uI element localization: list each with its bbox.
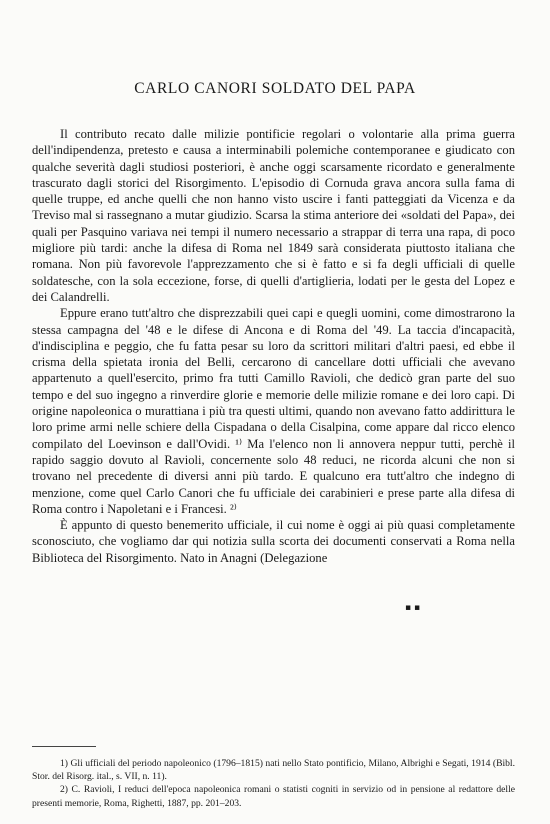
article-title: CARLO CANORI SOLDATO DEL PAPA xyxy=(134,80,416,97)
paragraph-1: Il contributo recato dalle milizie pontificie regolari o volontarie alla prima guerra dell'indipendenza, pretesto e causa a interminabili polemiche contemporanee e giudicato con qualche severità dagli studiosi posteriori, è anche oggi scarsamente ricordato e generalmente trascurato dagli storici del Risorgimento. L'episodio di Cornuda grava ancora sulla fama di quelle truppe, ed anche quelli che non hanno visto uscire i fanti patteggiati da Vicenza e da Treviso mal si rassegnano a mutar giudizio. Scarsa la stima anteriore dei «soldati del Papa», dei quali per Pasquino variava nei tempi il numero necessario a strappar di terra una rapa, di poco migliore più tardi: anche la difesa di Roma nel 1849 sarà considerata piuttosto italiana che romana. Non più favorevole l'apprezzamento che si è fatto e si fa degli ufficiali di quelle soldatesche, con la sola eccezione, forse, di quelli d'artiglieria, lodati per le gesta del Lopez e dei Calandrelli. xyxy=(32,127,515,304)
footnotes xyxy=(32,757,515,810)
footnote-1: 1) Gli ufficiali del periodo napoleonico (1796–1815) nati nello Stato pontificio, Milano, Albrighi e Segati, 1914 (Bibl. Stor. del Risorg. ital., s. VII, n. 11). xyxy=(32,758,515,783)
footnote-rule xyxy=(32,746,96,747)
print-mark: ▪ ▪ xyxy=(405,603,421,613)
article-body xyxy=(32,126,515,566)
paragraph-2: Eppure erano tutt'altro che disprezzabili quei capi e quegli uomini, come dimostrarono la stessa campagna del '48 e le difese di Ancona e di Roma del '49. La taccia d'incapacità, d'indisciplina e peggio, che fu fatta pesar su loro da scrittori militari d'altri paesi, ed ebbe il crisma della spietata ironia del Belli, cercarono di cancellare dotti ufficiali che avevano appartenuto a quell'esercito, primo fra tutti Camillo Ravioli, che dedicò gran parte del suo tempo e del suo ingegno a rinverdire glorie e memorie delle milizie romane e dei loro capi. Di origine napoleonica o murattiana i più tra questi ultimi, quando non avevano fatto addirittura le loro prime armi nelle schiere della Cispadana o della Cisalpina, come appare dal ricco elenco compilato del Loevinson e dall'Ovidi. ¹⁾ Ma l'elenco non li annovera neppur tutti, perchè il rapido saggio dovuto al Ravioli, concernente solo 48 reduci, ne ricorda alcuni che non si trovano nel precedente di diversi anni più tardo. E qualcuno era tutt'altro che indegno di menzione, come quel Carlo Canori che fu ufficiale dei carabinieri e prese parte alla difesa di Roma contro i Napoletani e i Francesi. ²⁾ xyxy=(32,306,515,516)
footnote-2: 2) C. Ravioli, I reduci dell'epoca napoleonica romani o statisti cogniti in servizio od in pensione al redattore delle presenti memorie, Roma, Righetti, 1887, pp. 201–203. xyxy=(32,784,515,809)
paragraph-3: È appunto di questo benemerito ufficiale, il cui nome è oggi ai più quasi completamente sconosciuto, che vogliamo dar qui notizia sulla scorta dei documenti conservati a Roma nella Biblioteca del Risorgimento. Nato in Anagni (Delegazione xyxy=(32,518,515,565)
